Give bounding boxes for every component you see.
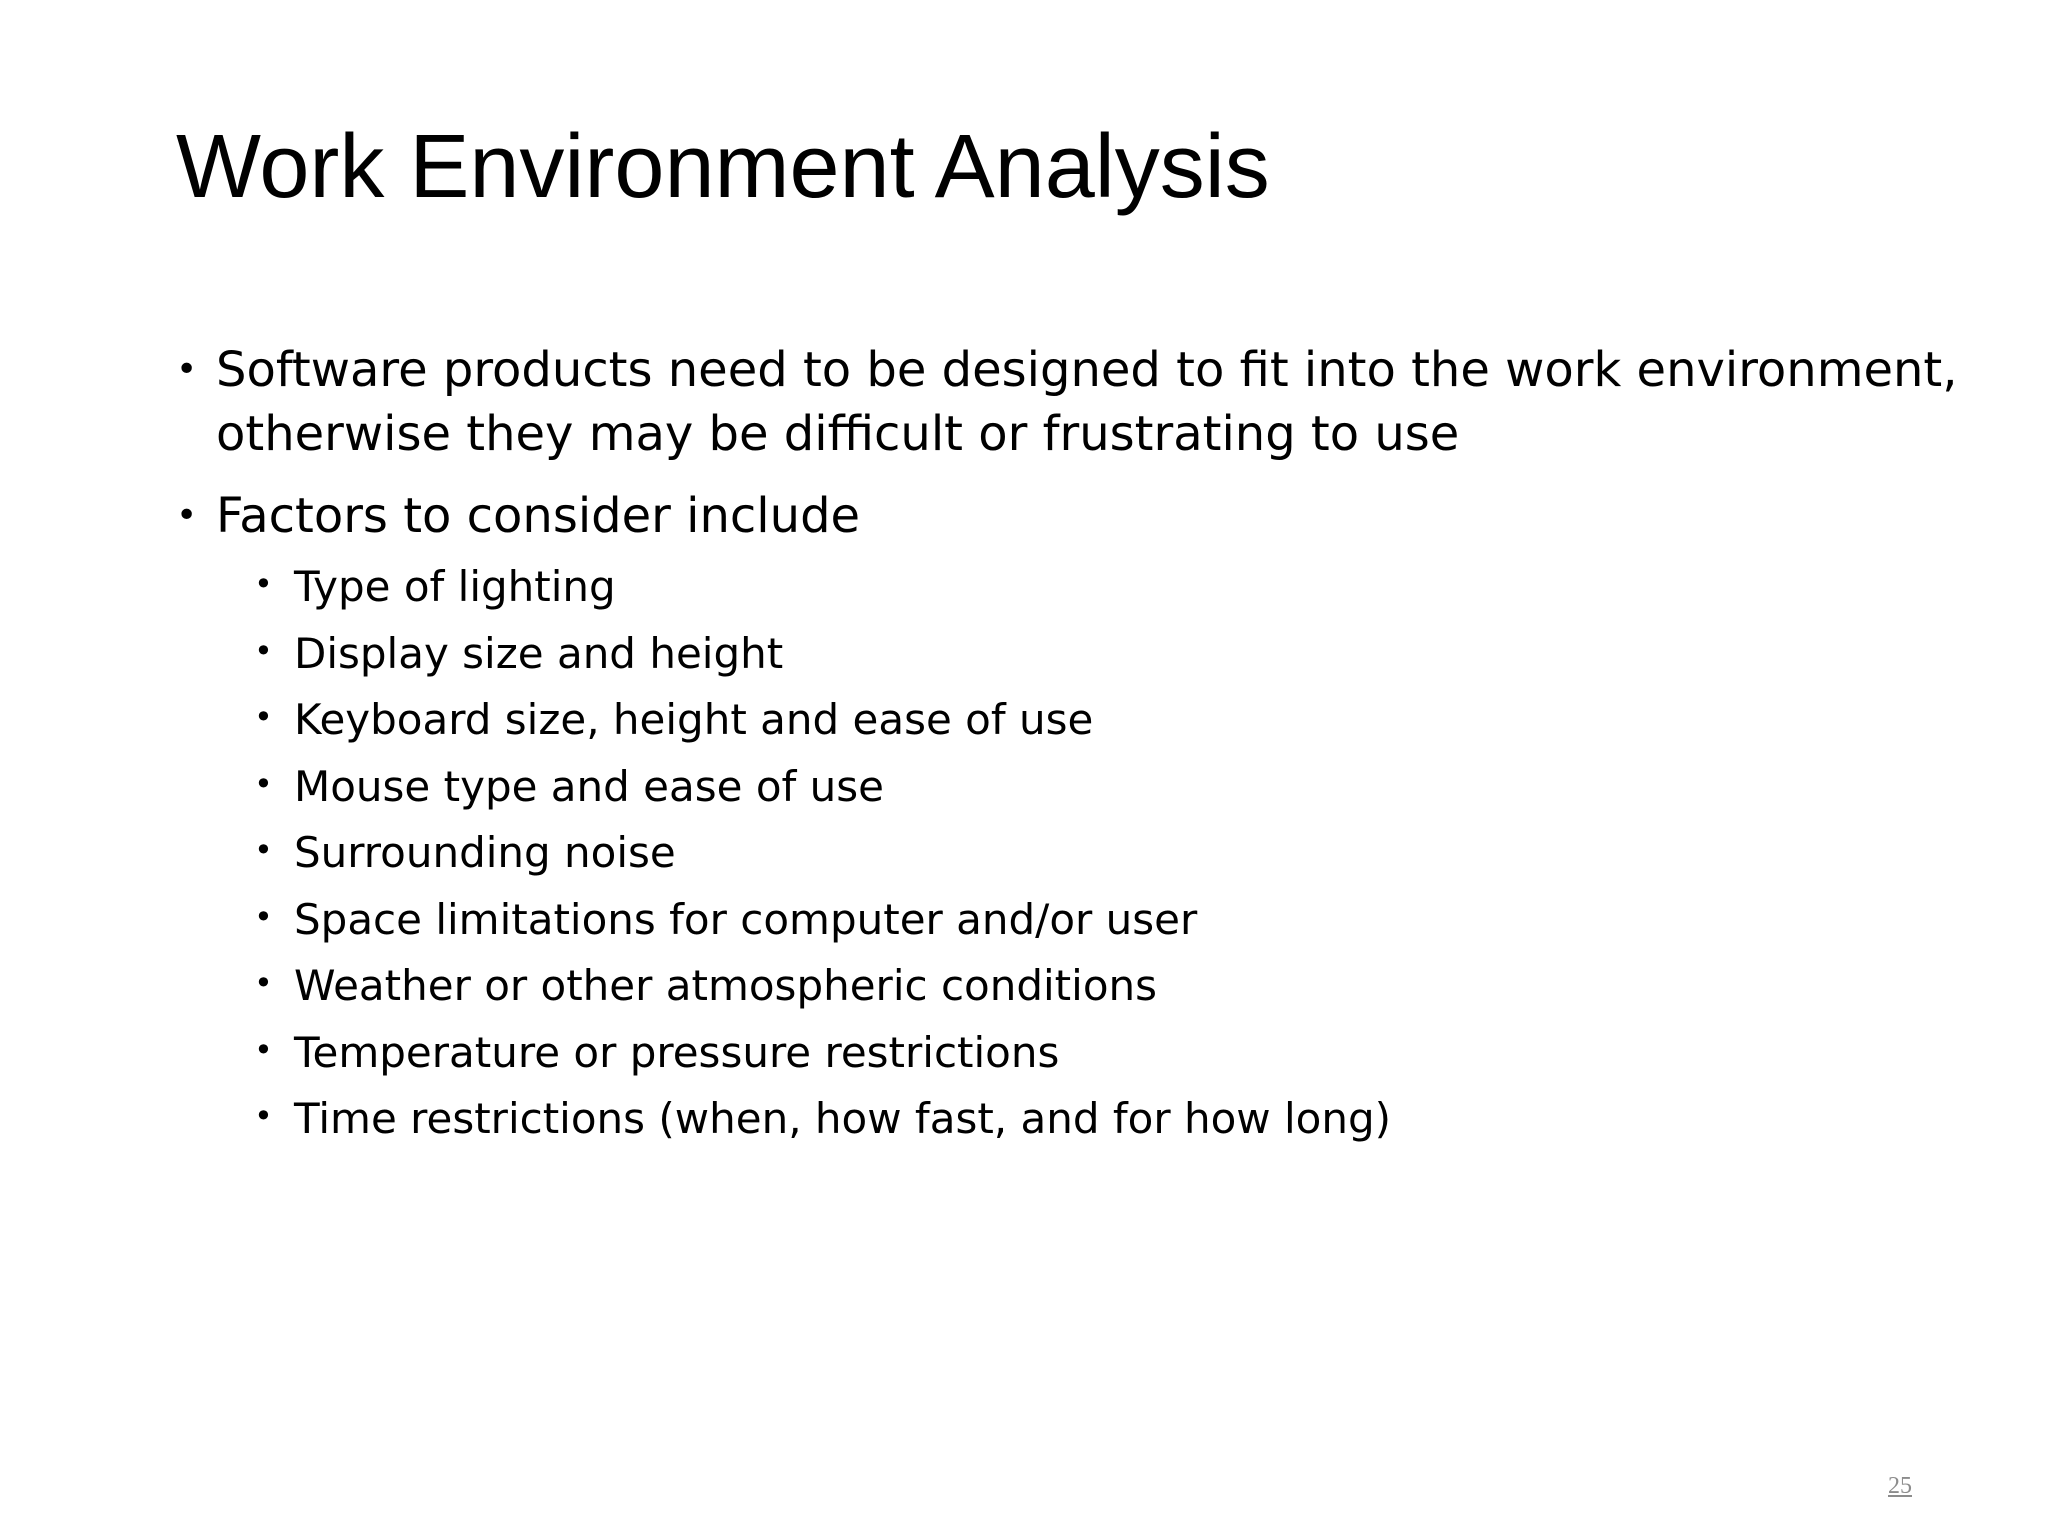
bullet-icon: •	[254, 964, 273, 1002]
sub-bullet-text: Surrounding noise	[294, 828, 676, 877]
sub-bullet-text: Time restrictions (when, how fast, and for how long)	[294, 1094, 1392, 1143]
sub-bullet-text: Temperature or pressure restrictions	[294, 1027, 1060, 1077]
sub-bullet-item	[254, 820, 1976, 887]
bullet-icon: •	[254, 831, 273, 869]
bullet-list	[176, 338, 1976, 1171]
sub-bullet-text: Space limitations for computer and/or user	[294, 894, 1198, 944]
bullet-icon: •	[254, 1030, 273, 1069]
sub-bullet-text: Type of lighting	[294, 562, 616, 611]
slide-title: Work Environment Analysis	[176, 117, 1270, 217]
sub-bullet-text: Keyboard size, height and ease of use	[294, 695, 1094, 744]
bullet-icon: •	[176, 349, 198, 390]
bullet-icon: •	[254, 1097, 273, 1135]
bullet-text: Software products need to be designed to fit into the work environment, otherwise they may be difficult or frustrating to use	[216, 342, 1958, 462]
sub-bullet-item	[254, 621, 1976, 688]
sub-bullet-text: Display size and height	[294, 628, 784, 678]
bullet-icon: •	[254, 631, 273, 670]
page-number: 25	[1888, 1473, 1912, 1499]
bullet-item	[176, 484, 1976, 1153]
sub-bullet-list	[254, 554, 1976, 1153]
sub-bullet-text: Mouse type and ease of use	[294, 761, 884, 811]
bullet-icon: •	[176, 495, 198, 536]
bullet-icon: •	[254, 764, 273, 803]
bullet-icon: •	[254, 897, 273, 936]
bullet-text: Factors to consider include	[216, 488, 861, 544]
bullet-icon: •	[254, 565, 273, 603]
sub-bullet-item	[254, 687, 1976, 754]
sub-bullet-item	[254, 1086, 1976, 1153]
sub-bullet-item	[254, 554, 1976, 621]
sub-bullet-item	[254, 953, 1976, 1020]
sub-bullet-item	[254, 1020, 1976, 1087]
sub-bullet-item	[254, 754, 1976, 821]
sub-bullet-item	[254, 887, 1976, 954]
bullet-icon: •	[254, 698, 273, 736]
sub-bullet-text: Weather or other atmospheric conditions	[294, 961, 1158, 1010]
bullet-item	[176, 338, 1976, 466]
